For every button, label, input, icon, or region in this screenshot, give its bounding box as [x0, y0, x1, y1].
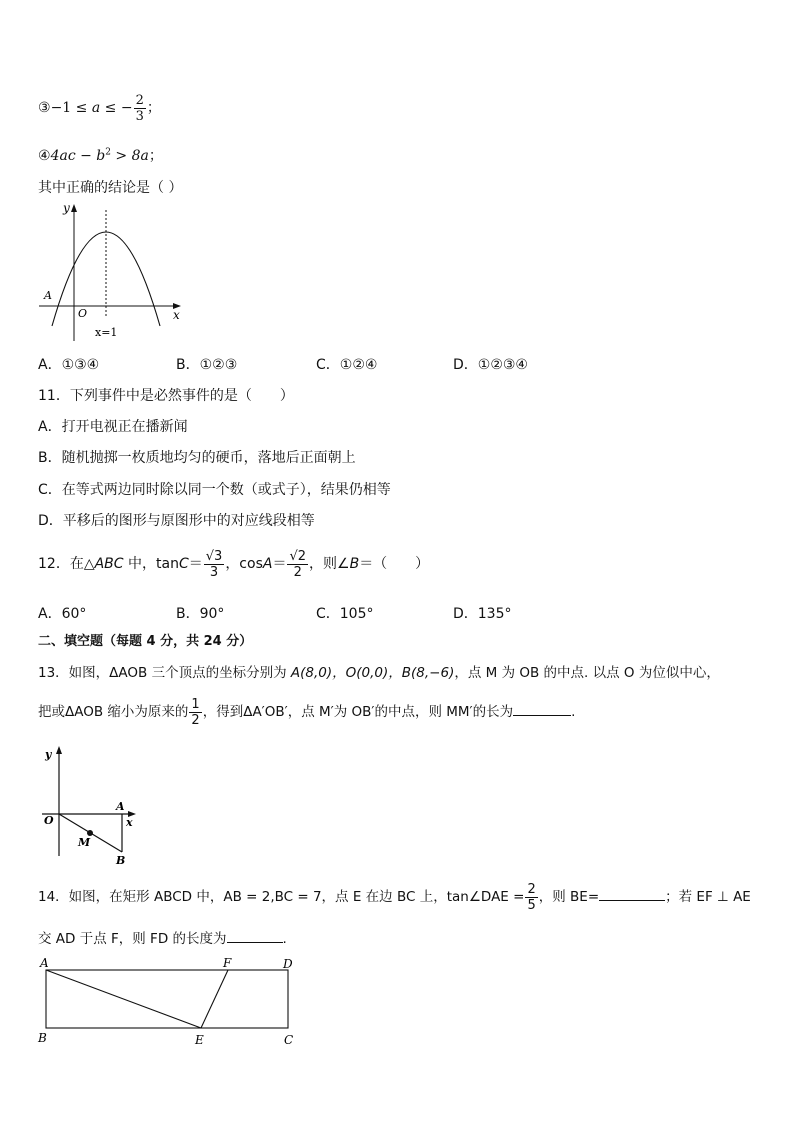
rectangle-abcd-figure — [34, 952, 304, 1052]
q14-line1c: ；若 EF ⊥ AE — [665, 889, 751, 905]
q12-c: C — [178, 556, 189, 572]
answer-blank-fd[interactable] — [227, 941, 283, 943]
q11-option-c: C．在等式两边同时除以同一个数（或式子），结果仍相等 — [38, 482, 391, 498]
q13-line-2 — [38, 690, 575, 734]
q10-option-b: B．①②③ — [176, 357, 238, 373]
q12-end: ＝（ ） — [359, 556, 430, 572]
item4-end: ； — [148, 148, 163, 164]
q13-coords: A(8,0)，O(0,0)，B(8,−6) — [290, 665, 455, 681]
q13-line1a: 13．如图，ΔAOB 三个顶点的坐标分别为 — [38, 665, 291, 681]
point-a-label: A — [44, 289, 52, 302]
circled-4: ④ — [38, 148, 51, 164]
frac-den: 2 — [293, 564, 302, 580]
q14-line1a: 14．如图，在矩形 ABCD 中，AB = 2,BC = 7，点 E 在边 BC 上，tan∠DAE = — [38, 889, 525, 905]
q12-option-c: C．105° — [316, 606, 374, 622]
parabola-graph — [35, 198, 190, 346]
q12-a: A — [262, 556, 273, 572]
q14-line2b: . — [282, 931, 287, 947]
q12-option-a: A．60° — [38, 606, 87, 622]
label-a: A — [40, 956, 49, 970]
q13-line-1 — [38, 661, 720, 681]
item4-sup: 2 — [105, 147, 111, 158]
q10-option-c: C．①②④ — [316, 357, 378, 373]
q14-line2a: 交 AD 于点 F，则 FD 的长度为 — [38, 931, 227, 947]
label-e: E — [195, 1033, 204, 1047]
frac-den: 2 — [191, 712, 200, 728]
section-heading: 二、填空题（每题 4 分，共 24 分） — [38, 634, 253, 649]
a-label: A — [116, 800, 125, 813]
frac-num: 2 — [135, 92, 144, 108]
q12-triangle: ABC — [94, 556, 124, 572]
segment-ef — [201, 970, 228, 1028]
q10-option-d: D．①②③④ — [453, 357, 528, 373]
fraction-sqrt2-2 — [287, 549, 308, 580]
var-a: a — [91, 100, 101, 116]
o-label: O — [44, 814, 54, 827]
q11-stem: 11．下列事件中是必然事件的是（ ） — [38, 388, 294, 404]
q12-mid1: 中，tan — [123, 556, 179, 572]
item3-lead: −1 ≤ — [50, 100, 92, 116]
origin-label: O — [78, 307, 88, 320]
x-label: x — [173, 308, 180, 322]
fraction-1-2 — [189, 697, 201, 728]
frac-den: 3 — [135, 108, 144, 124]
label-d: D — [283, 957, 293, 971]
y-axis-arrow — [56, 746, 62, 754]
q12-prefix: 12．在△ — [38, 556, 95, 572]
answer-blank-be[interactable] — [599, 899, 665, 901]
q10-option-a: A．①③④ — [38, 357, 100, 373]
fraction-2-5 — [525, 882, 537, 913]
rectangle-abcd — [46, 970, 288, 1028]
q11-option-a: A．打开电视正在播新闻 — [38, 419, 188, 435]
y-axis-arrow — [71, 204, 77, 212]
q10-item-3 — [38, 88, 161, 128]
answer-blank[interactable] — [513, 714, 571, 716]
item3-mid: ≤ − — [100, 100, 133, 116]
item3-end: ； — [146, 100, 161, 116]
x-label: x — [126, 816, 133, 829]
triangle-aob-figure — [40, 742, 150, 870]
q12-stem — [38, 542, 429, 586]
m-label: M — [78, 836, 91, 849]
q13-line1c: ，点 M 为 OB 的中点. 以点 O 为位似中心， — [454, 665, 720, 681]
fraction-2-3 — [134, 93, 146, 124]
item4-expr: 4ac − b — [50, 148, 106, 164]
q12-option-b: B．90° — [176, 606, 225, 622]
q12-mid3: ，则∠ — [309, 556, 350, 572]
label-c: C — [284, 1033, 294, 1047]
frac-num: √2 — [289, 548, 307, 564]
q14-line-1 — [38, 875, 751, 919]
item4-rest: > 8a — [110, 148, 149, 164]
y-label: y — [63, 201, 70, 215]
q11-option-d: D．平移后的图形与原图形中的对应线段相等 — [38, 513, 315, 529]
b-label: B — [116, 854, 126, 867]
q10-prompt: 其中正确的结论是（ ） — [38, 180, 183, 196]
y-label: y — [45, 748, 52, 761]
q14-line-2 — [38, 927, 287, 947]
q12-eq2: ＝ — [272, 556, 287, 572]
q14-line1b: ，则 BE= — [538, 889, 600, 905]
axis-line-label: x=1 — [95, 326, 118, 339]
q13-line2c: . — [571, 704, 576, 720]
q13-line2a: 把或ΔAOB 缩小为原来的 — [38, 704, 189, 720]
q13-line2b: ，得到ΔA′OB′，点 M′为 OB′的中点，则 MM′的长为 — [202, 704, 514, 720]
q11-option-b: B．随机抛掷一枚质地均匀的硬币，落地后正面朝上 — [38, 450, 356, 466]
q12-b: B — [349, 556, 360, 572]
frac-den: 3 — [209, 564, 219, 580]
q12-eq1: ＝ — [188, 556, 203, 572]
fraction-sqrt3-3 — [204, 549, 225, 580]
frac-num: 1 — [191, 696, 200, 712]
q10-item-4 — [38, 145, 163, 165]
label-f: F — [223, 956, 232, 970]
segment-ae — [46, 970, 201, 1028]
q12-option-d: D．135° — [453, 606, 512, 622]
frac-num: 2 — [527, 881, 536, 897]
circled-3: ③ — [38, 100, 51, 116]
frac-den: 5 — [527, 897, 536, 913]
q12-mid2: ，cos — [225, 556, 263, 572]
label-b: B — [38, 1031, 47, 1045]
frac-num: √3 — [205, 548, 223, 564]
